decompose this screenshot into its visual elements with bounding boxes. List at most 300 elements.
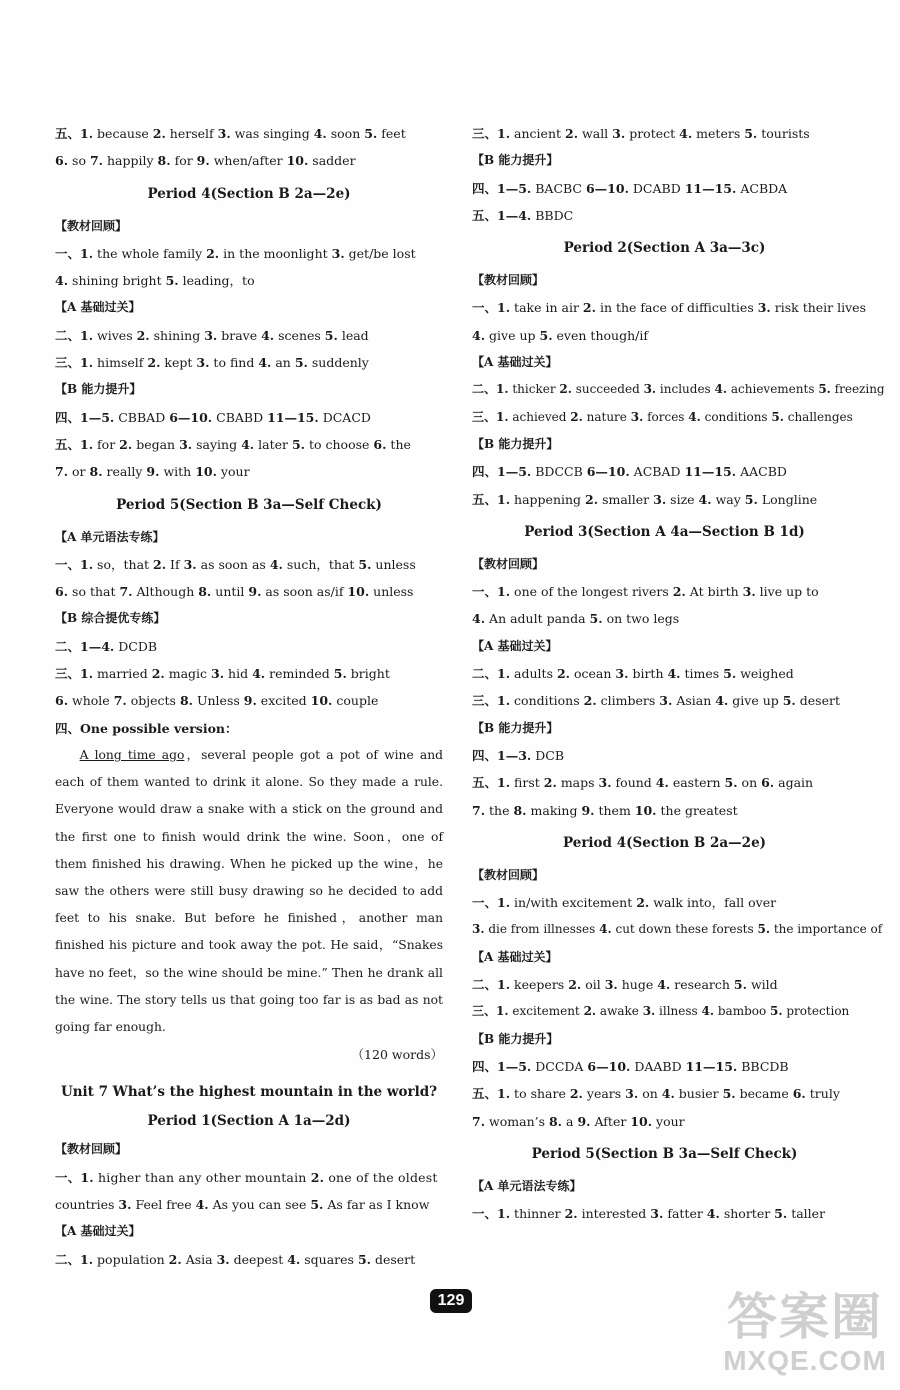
section-label: 【教材回顾】 (55, 1142, 128, 1157)
item-number: 1. (496, 382, 509, 397)
section-label: 【教材回顾】 (472, 556, 545, 571)
answer-text: again (774, 775, 814, 791)
answer-text: ocean (570, 666, 616, 682)
item-number: 10. (286, 153, 309, 169)
answer-text: wild (746, 977, 778, 993)
item-number: 五、 (55, 126, 81, 141)
answer-text: DCACD (318, 409, 371, 425)
section-label: 【B 能力提升】 (472, 1031, 559, 1046)
item-number: 2. (570, 409, 583, 424)
answer-line (472, 797, 857, 824)
item-number: 二、 (55, 1251, 81, 1267)
answer-text: birth (628, 666, 668, 682)
item-number: 6—10. (585, 180, 629, 196)
answer-text: forces (643, 409, 689, 424)
answer-line (472, 769, 857, 796)
item-number: 1. (80, 355, 94, 371)
essay-body: ，several people got a pot of wine and each of them wanted to drink it alone. So they made a rule. Everyone would draw a snake with a stick on the ground and the first one to finish would drink the wine. Soon，one of them finished his drawing. When he picked up the wine，he saw the others were still busy drawing so he decided to add feet to his snake. But before he finished，another man finished his picture and took away the pot. He said，“Snakes have no feet，so the wine should be mine.” Then he drank all the wine. The story tells us that going too far is as bad as not going far enough. (55, 747, 443, 1034)
answer-text: sadder (308, 153, 356, 169)
item-number: 二、 (55, 638, 81, 654)
word-count: （120 words） (351, 1047, 443, 1063)
item-number: 9. (196, 153, 210, 169)
answer-text: DCABD (628, 180, 685, 196)
item-number: 2. (672, 584, 686, 600)
item-number: 三、 (472, 693, 498, 709)
answer-line (55, 660, 443, 687)
item-number: 4. (252, 666, 266, 682)
item-number: 3. (653, 491, 667, 507)
answer-text: shining bright (68, 273, 166, 289)
answer-text: with (159, 464, 196, 480)
item-number: 5. (294, 355, 308, 371)
answer-text: get/be lost (344, 245, 416, 261)
answer-text: countries (55, 1197, 119, 1213)
answer-text: size (666, 491, 699, 507)
period-heading: Period 3(Section A 4a—Section B 1d) (524, 523, 805, 540)
answer-line (55, 431, 443, 458)
answer-text: woman’s (485, 1113, 549, 1129)
answer-text: whole (68, 693, 114, 709)
item-number: 1. (497, 895, 511, 911)
answer-line (55, 1191, 443, 1218)
answer-text: Feel free (131, 1197, 196, 1213)
answer-line (472, 687, 857, 714)
item-number: 10. (347, 584, 370, 600)
answer-text: the (485, 802, 514, 818)
section-label: 【教材回顾】 (55, 218, 128, 233)
answer-text: saying (192, 436, 242, 452)
item-number: 6—10. (587, 1058, 631, 1074)
item-number: 五、 (55, 436, 81, 452)
answer-text: the importance of (770, 922, 883, 937)
item-number: 1. (497, 491, 511, 507)
item-number: 二、 (472, 977, 498, 993)
answer-line (472, 294, 866, 321)
answer-text: because (93, 126, 153, 141)
item-number: 2. (147, 355, 161, 371)
answer-text: one of the longest rivers (510, 584, 673, 600)
item-number: 5. (744, 491, 758, 507)
item-number: 二、 (472, 382, 497, 397)
answer-text: making (526, 802, 582, 818)
item-number: 五、 (472, 1086, 498, 1102)
answer-text: wives (93, 327, 137, 343)
item-number: 2. (206, 245, 220, 261)
item-number: 3. (643, 382, 657, 397)
item-number: 7. (472, 802, 486, 818)
answer-text: to find (209, 355, 259, 371)
item-number: 1. (497, 693, 511, 709)
answer-text: squares (300, 1251, 358, 1267)
answer-text: for (170, 153, 197, 169)
item-number: 1. (497, 1086, 511, 1102)
answer-text: illness (655, 1004, 702, 1019)
item-number: 9. (581, 802, 595, 818)
answer-text: conditions (510, 693, 584, 709)
item-number: 四、 (472, 1058, 498, 1074)
answer-text: as soon as (196, 556, 270, 572)
section-label: 【A 基础过关】 (472, 949, 558, 964)
item-number: 1. (80, 666, 94, 682)
item-number: 一、 (55, 556, 81, 572)
item-number: 2. (564, 1206, 578, 1222)
item-number: 4. (195, 1197, 209, 1213)
item-number: 2. (565, 126, 579, 141)
item-number: 四、 (472, 747, 498, 763)
section-label: 【B 综合提优专练】 (55, 611, 166, 626)
answer-text: the whole family (93, 245, 207, 261)
item-number: 1—5. (497, 180, 532, 196)
answer-text: DCB (531, 747, 565, 763)
answer-text: huge (617, 977, 658, 993)
answer-text: BBCDB (737, 1058, 789, 1074)
item-number: 3. (598, 775, 612, 791)
item-number: 3. (757, 300, 771, 316)
answer-text: on two legs (602, 611, 680, 627)
item-number: 1. (497, 775, 511, 791)
item-number: 4. (667, 666, 681, 682)
item-number: 1. (497, 977, 511, 993)
answer-text: If (166, 556, 184, 572)
answer-line (472, 175, 857, 202)
answer-line (55, 578, 443, 605)
answer-text: to choose (305, 436, 374, 452)
answer-text: Asia (181, 1251, 217, 1267)
essay-paragraph (55, 742, 443, 1041)
answer-text: a (562, 1113, 578, 1129)
item-number: 3. (204, 327, 218, 343)
item-number: 1—4. (80, 638, 115, 654)
answer-line (472, 660, 857, 687)
answer-text: desert (371, 1251, 416, 1267)
item-number: 5. (364, 126, 378, 141)
item-number: 10. (630, 1113, 653, 1129)
item-number: 9. (248, 584, 262, 600)
item-number: 11—15. (684, 180, 737, 196)
item-number: 3. (612, 126, 626, 141)
answer-text: DCCDA (531, 1058, 588, 1074)
item-number: 6. (55, 693, 69, 709)
answer-text: fatter (663, 1206, 707, 1222)
answer-text: couple (332, 693, 379, 709)
answer-text: At birth (685, 584, 743, 600)
answer-text: suddenly (307, 355, 369, 371)
item-number: 4. (599, 922, 612, 937)
item-number: 5. (771, 409, 784, 424)
watermark-logo (720, 1288, 890, 1384)
item-number: 2. (153, 556, 167, 572)
answer-text: to share (510, 1086, 570, 1102)
item-number: 1. (80, 1251, 94, 1267)
item-number: 9. (146, 464, 160, 480)
section-label: 【B 能力提升】 (55, 382, 142, 397)
left-column (55, 120, 443, 1273)
item-number: 8. (513, 802, 527, 818)
answer-text: such，that (282, 556, 359, 572)
section-label: 【教材回顾】 (472, 867, 545, 882)
answer-line (472, 404, 857, 431)
answer-text: CBBAD (114, 409, 170, 425)
answer-text: first (510, 775, 544, 791)
item-number: 5. (333, 666, 347, 682)
item-number: 2. (569, 1086, 583, 1102)
item-number: 8. (548, 1113, 563, 1129)
item-number: 4. (688, 409, 701, 424)
item-number: 5. (782, 693, 796, 709)
item-number: 3. (650, 1206, 664, 1222)
answer-line (55, 633, 443, 660)
answer-text: conditions (700, 409, 772, 424)
answer-text: until (211, 584, 249, 600)
period-heading: Period 2(Section A 3a—3c) (563, 240, 766, 257)
answer-text: includes (656, 382, 715, 397)
answer-line (55, 687, 443, 714)
answer-line (472, 1200, 857, 1227)
item-number: 4. (313, 126, 327, 141)
answer-text: bright (346, 666, 390, 682)
answer-text: years (582, 1086, 626, 1102)
item-number: 三、 (472, 1004, 497, 1019)
answer-text: climbers (596, 693, 660, 709)
item-number: 一、 (55, 1169, 81, 1185)
item-number: 4. (698, 491, 712, 507)
section-label: 【教材回顾】 (472, 273, 545, 288)
answer-text: hid (224, 666, 253, 682)
item-number: 10. (310, 693, 333, 709)
essay-label: 四、One possible version： (55, 720, 238, 736)
answer-text: awake (596, 1004, 643, 1019)
answer-text: DCDB (114, 638, 158, 654)
item-number: 9. (243, 693, 257, 709)
answer-text: happily (103, 153, 158, 169)
section-label: 【A 单元语法专练】 (472, 1178, 582, 1193)
answer-text: population (93, 1251, 169, 1267)
section-label: 【A 基础过关】 (55, 1224, 141, 1239)
item-number: 5. (774, 1206, 788, 1222)
item-number: 5. (310, 1197, 324, 1213)
answer-text: Asian (672, 693, 716, 709)
item-number: 2. (583, 1004, 597, 1019)
item-number: 2. (559, 382, 572, 397)
item-number: 9. (577, 1113, 591, 1129)
answer-text: excited (256, 693, 311, 709)
answer-text: objects (126, 693, 180, 709)
answer-text: freezing (830, 382, 885, 397)
answer-text: taller (787, 1206, 826, 1222)
answer-line (472, 742, 857, 769)
answer-text: for (93, 436, 120, 452)
answer-line (472, 889, 857, 916)
answer-text: protect (625, 126, 680, 141)
answer-text: shining (149, 327, 205, 343)
answer-text: nature (582, 409, 631, 424)
item-number: 1—5. (80, 409, 115, 425)
answer-text: in the moonlight (219, 245, 332, 261)
answer-line (472, 971, 857, 998)
answer-text: happening (510, 491, 586, 507)
item-number: 1. (496, 409, 509, 424)
answer-line (55, 1164, 443, 1191)
item-number: 一、 (472, 895, 498, 911)
answer-text: take in air (510, 300, 583, 316)
item-number: 3. (604, 977, 618, 993)
item-number: 2. (151, 666, 165, 682)
answer-text: so (68, 153, 90, 169)
item-number: 1—5. (497, 1058, 532, 1074)
answer-text: excitement (508, 1004, 584, 1019)
answer-text: achieved (508, 409, 571, 424)
item-number: 6. (55, 153, 69, 169)
item-number: 5. (818, 382, 831, 397)
answer-text: your (216, 464, 250, 480)
item-number: 2. (568, 977, 582, 993)
answer-text: became (735, 1086, 793, 1102)
answer-line (472, 1080, 857, 1107)
item-number: 1. (497, 126, 511, 141)
item-number: 2. (119, 436, 133, 452)
item-number: 4. (715, 693, 729, 709)
section-label: 【B 能力提升】 (472, 153, 559, 168)
answer-text: oil (581, 977, 605, 993)
section-label: 【A 单元语法专练】 (55, 529, 165, 544)
answer-line (472, 916, 883, 943)
answer-text: As far as I know (323, 1197, 430, 1213)
item-number: 1. (80, 436, 94, 452)
item-number: 5. (723, 666, 737, 682)
answer-text: BDCCB (531, 464, 587, 480)
answer-line (55, 349, 443, 376)
section-label: 【A 基础过关】 (55, 300, 141, 315)
answer-text: ACBDA (736, 180, 788, 196)
answer-line (472, 605, 857, 632)
answer-text: even though/if (552, 327, 648, 343)
answer-text: in the face of difficulties (595, 300, 758, 316)
item-number: 五、 (472, 207, 498, 223)
answer-text: scenes (274, 327, 325, 343)
answer-text: the greatest (656, 802, 738, 818)
answer-text: succeeded (571, 382, 644, 397)
item-number: 1. (497, 1206, 511, 1222)
item-number: 1. (80, 245, 94, 261)
item-number: 6—10. (586, 464, 630, 480)
item-number: 二、 (472, 666, 498, 682)
watermark-text: 答案圈 (727, 1289, 883, 1345)
watermark-url: MXQE.COM (723, 1345, 887, 1376)
item-number: 11—15. (267, 409, 319, 425)
item-number: 3. (331, 245, 345, 261)
answer-text: married (93, 666, 152, 682)
item-number: 四、 (472, 180, 498, 196)
answer-text: CBABD (212, 409, 268, 425)
item-number: 3. (625, 1086, 639, 1102)
item-number: 一、 (55, 245, 81, 261)
answer-text: weighed (736, 666, 794, 682)
answer-text: die from illnesses (484, 922, 600, 937)
answer-text: BACBC (531, 180, 586, 196)
item-number: 6. (761, 775, 775, 791)
answer-line (472, 120, 857, 147)
item-number: 3. (615, 666, 629, 682)
item-number: 2. (585, 491, 599, 507)
answer-text: when/after (209, 153, 287, 169)
item-number: 4. (679, 126, 693, 141)
item-number: 4. (714, 382, 728, 397)
answer-text: protection (782, 1004, 850, 1019)
item-number: 4. (701, 1004, 715, 1019)
answer-line (55, 404, 443, 431)
answer-line (55, 458, 443, 485)
item-number: 5. (744, 126, 758, 141)
item-number: 7. (113, 693, 127, 709)
answer-text: thicker (508, 382, 560, 397)
item-number: 5. (722, 1086, 736, 1102)
item-number: 1. (497, 666, 511, 682)
item-number: 3. (642, 1004, 656, 1019)
answer-text: meters (692, 126, 745, 141)
period-heading: Period 1(Section A 1a—2d) (147, 1113, 351, 1130)
item-number: 2. (136, 327, 150, 343)
answer-text: ACBAD (629, 464, 685, 480)
item-number: 1. (80, 556, 94, 572)
item-number: 4. (241, 436, 255, 452)
answer-text: risk their lives (770, 300, 866, 316)
item-number: 8. (179, 693, 193, 709)
answer-line (472, 1053, 857, 1080)
answer-text: or (68, 464, 90, 480)
item-number: 4. (706, 1206, 720, 1222)
answer-text: leading，to (178, 273, 255, 289)
answer-text: challenges (783, 409, 853, 424)
answer-text: ancient (510, 126, 565, 141)
answer-line (472, 1108, 857, 1135)
item-number: 7. (472, 1113, 486, 1129)
section-label: 【B 能力提升】 (472, 720, 559, 735)
answer-line (472, 998, 857, 1025)
answer-text: keepers (510, 977, 569, 993)
answer-text: research (670, 977, 734, 993)
item-number: 四、 (472, 464, 498, 480)
answer-text: so，that (93, 556, 154, 572)
answer-text: give up (728, 693, 783, 709)
section-label: 【B 能力提升】 (472, 436, 559, 451)
item-number: 5. (357, 1251, 371, 1267)
answer-text: Longline (757, 491, 818, 507)
item-number: 3. (216, 1251, 230, 1267)
answer-line (472, 578, 857, 605)
item-number: 3. (659, 693, 673, 709)
answer-text: walk into，fall over (649, 895, 777, 911)
item-number: 7. (89, 153, 104, 169)
answer-text: shorter (719, 1206, 775, 1222)
answer-text: achievements (727, 382, 819, 397)
item-number: 5. (589, 611, 603, 627)
answer-text: as soon as/if (261, 584, 348, 600)
item-number: 8. (89, 464, 103, 480)
item-number: 6. (792, 1086, 806, 1102)
item-number: 8. (198, 584, 212, 600)
item-number: 2. (582, 300, 596, 316)
answer-line (55, 120, 443, 147)
item-number: 4. (472, 611, 486, 627)
answer-text: unless (371, 556, 416, 572)
item-number: 五、 (472, 775, 498, 791)
item-number: 5. (358, 556, 372, 572)
answer-text: brave (217, 327, 262, 343)
item-number: 三、 (55, 666, 81, 682)
answer-text: so that (68, 584, 120, 600)
section-label: 【A 基础过关】 (472, 638, 558, 653)
answer-text: smaller (598, 491, 654, 507)
